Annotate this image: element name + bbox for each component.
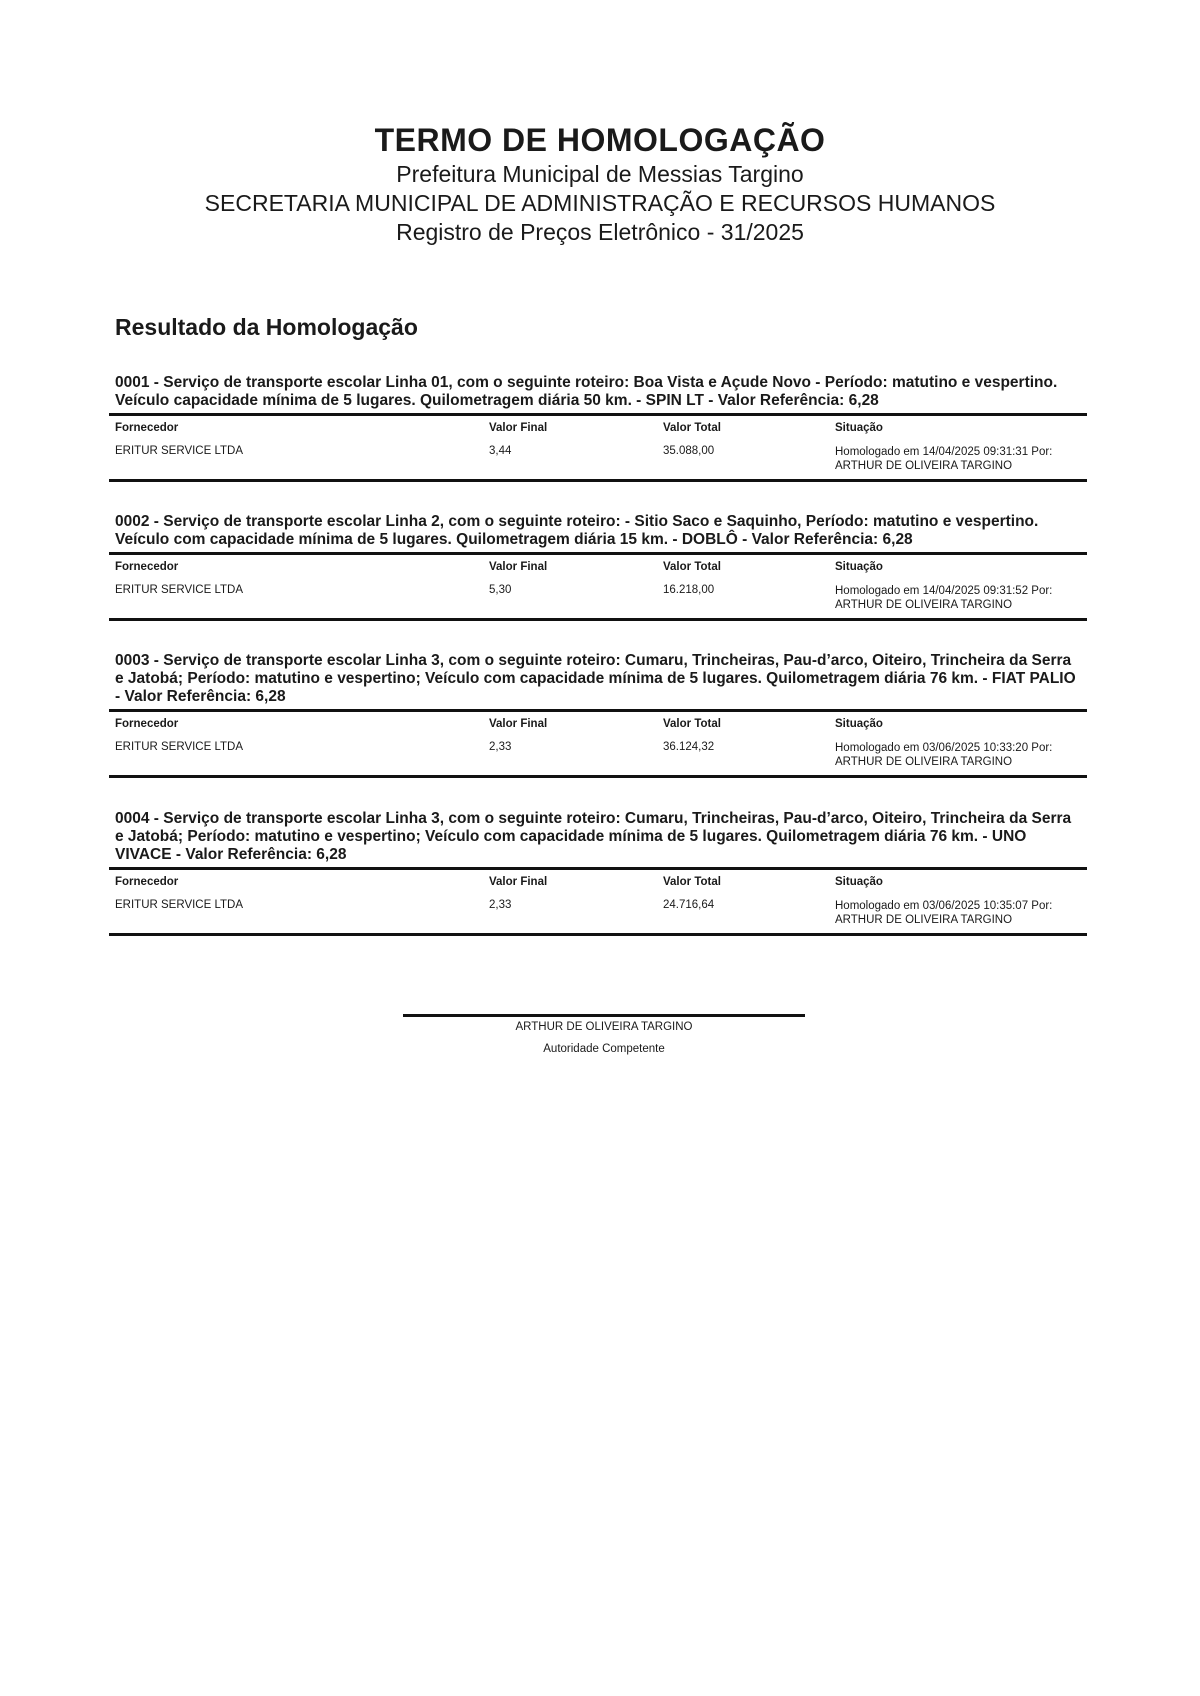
final-value-cell: 5,30 [489, 584, 512, 596]
item-table [109, 552, 1087, 621]
homologation-item [109, 810, 1087, 936]
item-table [109, 867, 1087, 936]
section-title: Resultado da Homologação [115, 314, 418, 340]
item-table [109, 709, 1087, 778]
procurement-reference: Registro de Preços Eletrônico - 31/2025 [396, 219, 804, 245]
final-value-cell: 2,33 [489, 741, 512, 753]
item-description: 0001 - Serviço de transporte escolar Linha 01, com o seguinte roteiro: Boa Vista e Açude Novo - Período: matutino e vespertino. Veículo capacidade mínima de 5 lugares. Quilometragem diária 50 km. - SPIN LT - Valor Referência: 6,28 [115, 374, 1058, 409]
header-supplier: Fornecedor [115, 876, 179, 888]
supplier-cell: ERITUR SERVICE LTDA [115, 445, 244, 457]
municipality-name: Prefeitura Municipal de Messias Targino [396, 161, 804, 187]
table-row [109, 894, 1087, 933]
header-supplier: Fornecedor [115, 422, 179, 434]
homologation-item [109, 513, 1087, 621]
homologation-item [109, 652, 1087, 778]
total-value-cell: 24.716,64 [663, 899, 715, 911]
header-total-value: Valor Total [663, 561, 721, 573]
signature-line [403, 1014, 805, 1017]
supplier-cell: ERITUR SERVICE LTDA [115, 741, 244, 753]
status-cell: Homologado em 14/04/2025 09:31:31 Por: ARTHUR DE OLIVEIRA TARGINO [835, 446, 1053, 472]
final-value-cell: 2,33 [489, 899, 512, 911]
table-header [109, 870, 1087, 894]
document-header [0, 120, 1200, 247]
header-total-value: Valor Total [663, 718, 721, 730]
table-header [109, 555, 1087, 579]
status-cell: Homologado em 03/06/2025 10:33:20 Por: ARTHUR DE OLIVEIRA TARGINO [835, 742, 1053, 768]
table-row [109, 736, 1087, 775]
signature-block [403, 1014, 805, 1055]
total-value-cell: 36.124,32 [663, 741, 715, 753]
status-cell: Homologado em 14/04/2025 09:31:52 Por: ARTHUR DE OLIVEIRA TARGINO [835, 585, 1053, 611]
signatory-name: ARTHUR DE OLIVEIRA TARGINO [515, 1021, 693, 1033]
header-final-value: Valor Final [489, 876, 548, 888]
total-value-cell: 16.218,00 [663, 584, 715, 596]
total-value-cell: 35.088,00 [663, 445, 715, 457]
supplier-cell: ERITUR SERVICE LTDA [115, 899, 244, 911]
table-row [109, 579, 1087, 618]
header-status: Situação [835, 718, 883, 730]
item-table [109, 413, 1087, 482]
final-value-cell: 3,44 [489, 445, 512, 457]
header-status: Situação [835, 876, 883, 888]
document-title: TERMO DE HOMOLOGAÇÃO [374, 122, 826, 158]
header-final-value: Valor Final [489, 561, 548, 573]
homologation-item [109, 374, 1087, 482]
status-cell: Homologado em 03/06/2025 10:35:07 Por: ARTHUR DE OLIVEIRA TARGINO [835, 900, 1053, 926]
table-header [109, 712, 1087, 736]
header-total-value: Valor Total [663, 876, 721, 888]
table-row [109, 440, 1087, 479]
header-status: Situação [835, 422, 883, 434]
item-description: 0003 - Serviço de transporte escolar Linha 3, com o seguinte roteiro: Cumaru, Trincheiras, Pau-d’arco, Oiteiro, Trincheira da Serra e Jatobá; Período: matutino e vespertino; Veículo com capacidade mínima de 5 lugares. Quilometragem diária 76 km. - FIAT PALIO - Valor Referência: 6,28 [115, 652, 1076, 705]
item-description: 0004 - Serviço de transporte escolar Linha 3, com o seguinte roteiro: Cumaru, Trincheiras, Pau-d’arco, Oiteiro, Trincheira da Serra e Jatobá; Período: matutino e vespertino; Veículo com capacidade mínima de 5 lugares. Quilometragem diária 76 km. - UNO VIVACE - Valor Referência: 6,28 [115, 810, 1072, 863]
table-header [109, 416, 1087, 440]
signatory-role: Autoridade Competente [543, 1043, 665, 1055]
item-description: 0002 - Serviço de transporte escolar Linha 2, com o seguinte roteiro: - Sitio Saco e Saquinho, Período: matutino e vespertino. Veículo com capacidade mínima de 5 lugares. Quilometragem diária 15 km. - DOBLÔ - Valor Referência: 6,28 [115, 513, 1039, 548]
supplier-cell: ERITUR SERVICE LTDA [115, 584, 244, 596]
header-supplier: Fornecedor [115, 561, 179, 573]
department-name: SECRETARIA MUNICIPAL DE ADMINISTRAÇÃO E RECURSOS HUMANOS [204, 190, 996, 216]
header-final-value: Valor Final [489, 718, 548, 730]
header-status: Situação [835, 561, 883, 573]
header-supplier: Fornecedor [115, 718, 179, 730]
header-final-value: Valor Final [489, 422, 548, 434]
header-total-value: Valor Total [663, 422, 721, 434]
